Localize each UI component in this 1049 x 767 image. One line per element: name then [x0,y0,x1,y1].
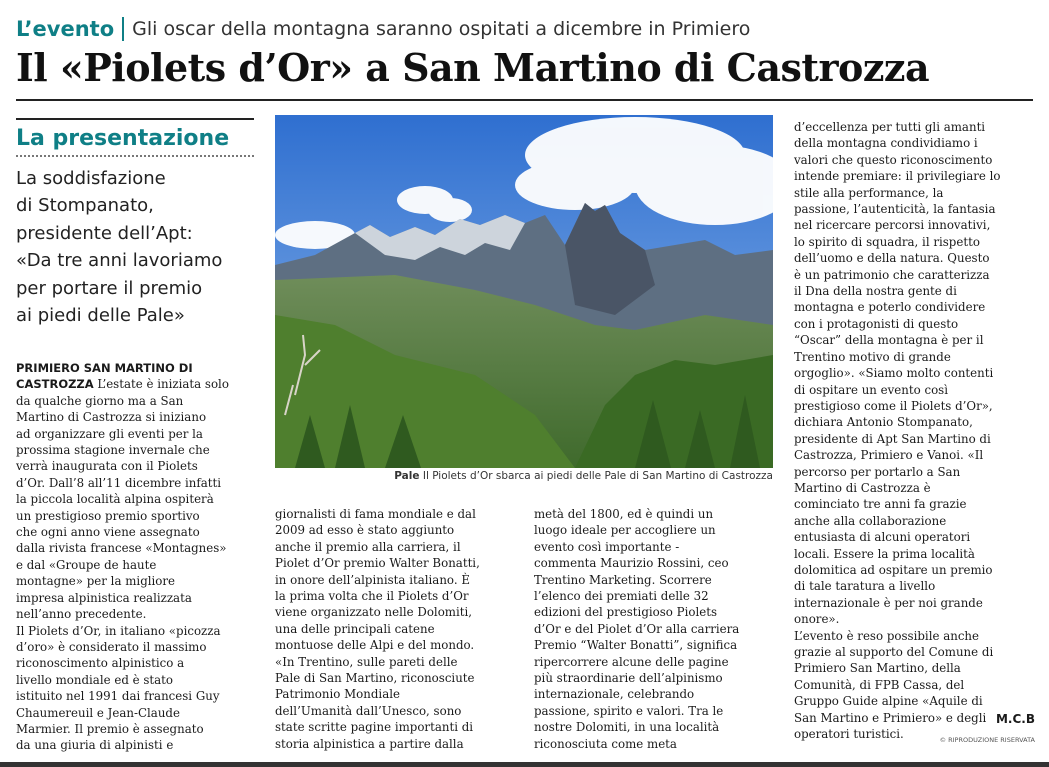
caption-label: Pale [394,470,420,482]
article-column-2: giornalisti di fama mondiale e dal 2009 ad esso è stato aggiunto anche il premio alla carriera, il Piolet d’Or premio Walter Bonatti, in onore dell’alpinista italiano. È la prima volta che il Piolets d’Or viene organizzato nelle Dolomiti, una delle principali catene montuose delle Alpi e del mondo. «In Trentino, sulle pareti delle Pale di San Martino, riconosciute Patrimonio Mondiale dell’Umanità dall’Unesco, sono state scritte pagine importanti di storia alpinistica a partire dalla [275,507,480,751]
author-signature: M.C.B [995,712,1035,726]
headline: Il «Piolets d’Or» a San Martino di Castrozza [16,45,930,90]
article-column-4: d’eccellenza per tutti gli amanti della montagna condividiamo i valori che questo riconoscimento intende premiare: il privilegiare lo stile alla performance, la passione, l’autenticità, la fantasia nel ricercare percorsi innovativi, lo spirito di squadra, il rispetto dell’uomo e della natura. Questo è un patrimonio che caratterizza il Dna della nostra gente di montagna e poterlo condividere con i protagonisti di questo “Oscar” della montagna è per il Trentino motivo di grande orgoglio». «Siamo molto contenti di ospitare un evento così prestigioso come il Piolets d’Or», dichiara Antonio Stompanato, presidente di Apt San Martino di Castrozza, Primiero e Vanoi. «Il percorso per portarlo a San Martino di Castrozza è cominciato tre anni fa grazie anche alla collaborazione entusiasta di alcuni operatori locali. Essere la prima località dolomitica ad ospitare un premio di tale taratura a livello internazionale è per noi grande onore». L’evento è reso possibile anche grazie al supporto del Comune di Primiero San Martino, della Comunità, di FPB Cassa, del Gruppo Guide alpine «Aquile di San Martino e Primiero» e degli operatori turistici. [794,120,1001,742]
kicker [16,14,750,44]
section-tag: L’evento [16,17,115,41]
rubric-title: La presentazione [16,126,230,151]
rubric-dotted-rule [16,155,254,157]
pull-quote: La soddisfazione di Stompanato, presidente dell’Apt: «Da tre anni lavoriamo per portare il premio ai piedi delle Pale» [16,168,223,327]
mountain-photo [275,115,773,468]
article-column-3: metà del 1800, ed è quindi un luogo ideale per accogliere un evento così importante - commenta Maurizio Rossini, ceo Trentino Marketing. Scorrere l’elenco dei premiati delle 32 edizioni del prestigioso Piolets d’Or e del Piolet d’Or alla carriera Premio “Walter Bonatti”, significa ripercorrere alcune delle pagine più straordinarie dell’alpinismo internazionale, celebrando passione, spirito e valori. Tra le nostre Dolomiti, in una località riconosciuta come meta [534,507,740,751]
headline-rule [16,99,1033,101]
copyright-notice: © RIPRODUZIONE RISERVATA [939,736,1035,744]
sidebar-box [16,118,254,329]
column-1-text: L’estate è iniziata solo da qualche giorno ma a San Martino di Castrozza si iniziano ad organizzare gli eventi per la prossima stagione invernale che verrà inaugurata con il Piolets d’Or. Dall’8 all’11 dicembre infatti la piccola località alpina ospiterà un prestigioso premio sportivo che ogni anno viene assegnato dalla rivista francese «Montagnes» e dal «Groupe de haute montagne» per la migliore impresa alpinistica realizzata nell’anno precedente. Il Piolets d’Or, in italiano «picozza d’oro» è considerato il massimo riconoscimento alpinistico a livello mondiale ed è stato istituito nel 1991 dai francesi Guy Chaumereuil e Jean-Claude Marmier. Il premio è assegnato da una giuria di alpinisti e [16,377,229,753]
bottom-border [0,762,1049,767]
kicker-divider [122,17,124,41]
rubric-top-rule [16,118,254,120]
dateline: PRIMIERO SAN MARTINO DI CASTROZZA [16,361,193,392]
kicker-subtitle: Gli oscar della montagna saranno ospitati a dicembre in Primiero [132,18,751,40]
photo-caption [275,470,773,482]
caption-text: Il Piolets d’Or sbarca ai piedi delle Pale di San Martino di Castrozza [422,470,773,482]
mountain-photo-illustration [275,115,773,468]
article-column-1 [16,360,256,753]
